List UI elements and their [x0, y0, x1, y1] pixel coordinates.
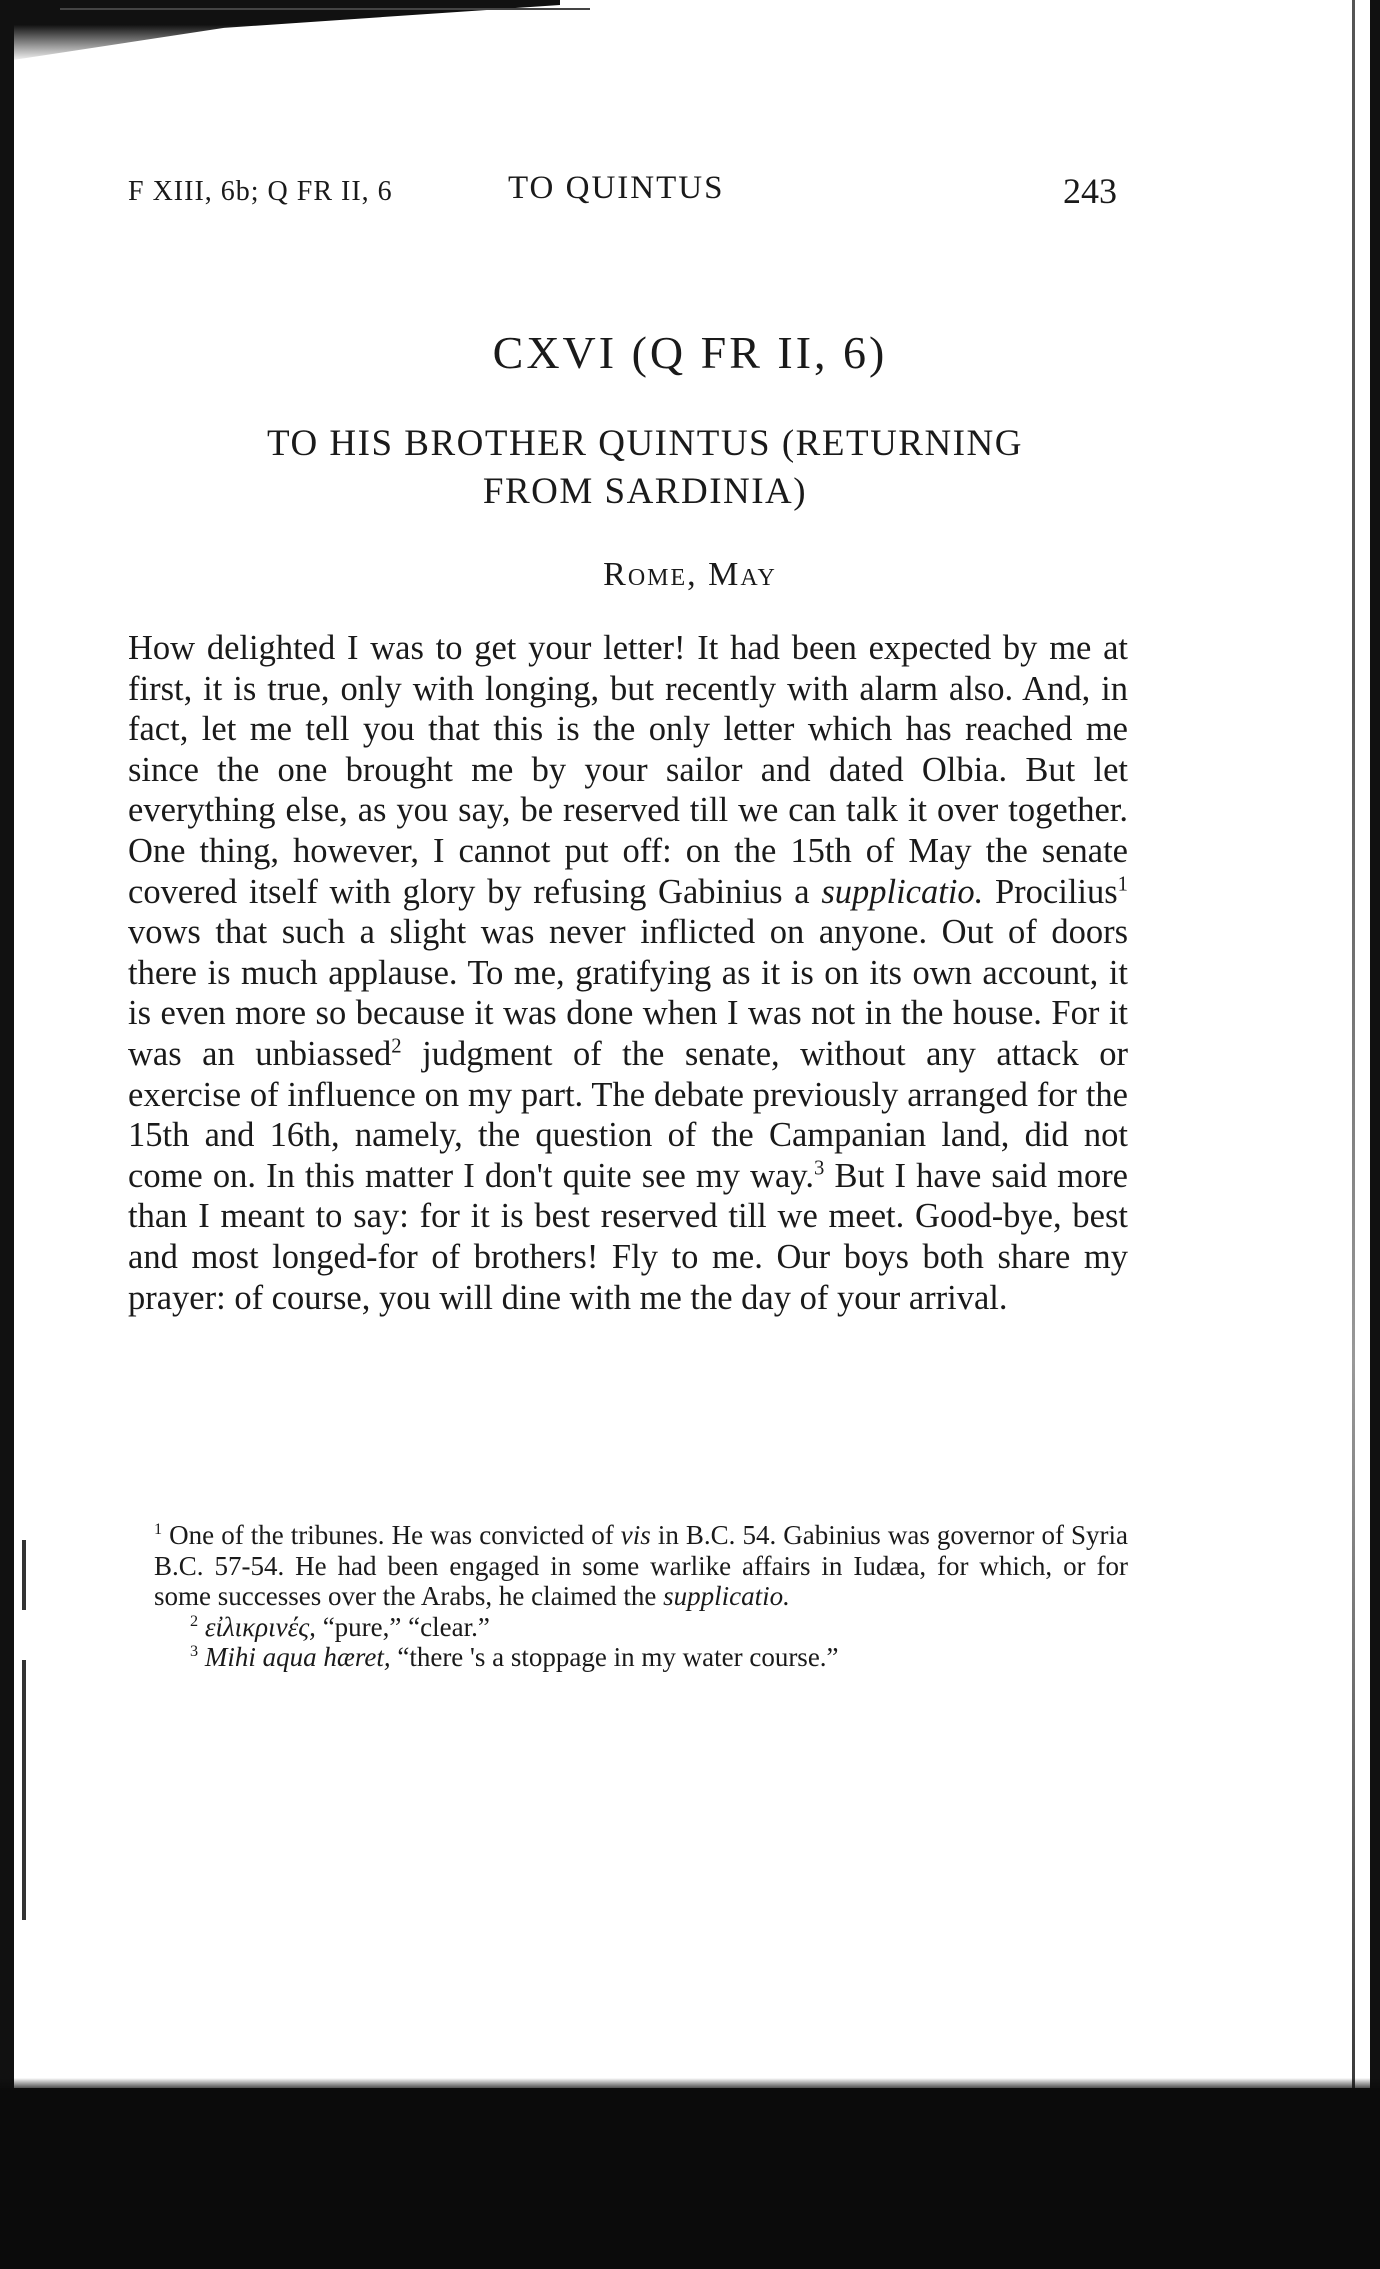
- page-number: 243: [1063, 171, 1117, 211]
- body-text-segment: vows that such a slight was never inflicted on anyone. Out of doors there is much applause. To me, gratifying as it is on its own account, it is even more so because it was done when I was not in the house. For it was an unbiassed: [128, 913, 1128, 1073]
- body-text-segment: How delighted I was to get your letter! It had been expected by me at first, it is true, only with longing, but recently with alarm also. And, in fact, let me tell you that this is the only letter which has reached me since the one brought me by your sailor and dated Olbia. But let everything else, as you say, be reserved till we can talk it over together. One thing, however, I cannot put off: on the 15th of May the senate covered itself with glory by refusing Gabinius a: [128, 629, 1128, 911]
- letter-body: [128, 628, 1128, 1318]
- running-head: [128, 170, 1128, 210]
- footnote: [128, 1612, 1128, 1643]
- footnote-italic: Mihi aqua hæret,: [198, 1642, 391, 1672]
- footnote-italic: supplicatio.: [663, 1581, 790, 1611]
- footnote-text: One of the tribunes. He was convicted of: [162, 1520, 621, 1550]
- body-text-segment: judgment of the senate, without any attack or exercise of influence on my part. The debate previously arranged for the 15th and 16th, namely, the question of the Campanian land, did not come on. In this matter I don't quite see my way.: [128, 1034, 1128, 1195]
- footnote-marker: 1: [1117, 873, 1129, 896]
- footnote-text: “there 's a stoppage in my water course.”: [390, 1642, 839, 1672]
- body-text-italic: supplicatio.: [821, 872, 984, 911]
- body-text-segment: Procilius: [983, 872, 1118, 911]
- footnote: [128, 1642, 1128, 1673]
- footnote-italic: vis: [620, 1520, 651, 1550]
- dateline: Rome, May: [603, 556, 777, 593]
- letter-number: CXVI (Q FR II, 6): [492, 327, 888, 378]
- scan-shadow-bottom: [0, 2088, 1380, 2269]
- scan-edge-line: [60, 8, 590, 10]
- footnote-greek: εἰλικρινές,: [198, 1611, 316, 1642]
- letter-title-line: FROM SARDINIA): [482, 471, 808, 512]
- footnote-number: 1: [154, 1520, 163, 1538]
- running-head-reference: F XIII, 6b; Q FR II, 6: [128, 176, 393, 207]
- footnote-text: in B.C. 54. Gabinius was governor of Syria B.C. 57-54. He had been engaged in some warlike affairs in Iudæa, for which, or for some successes over the Arabs, he claimed the: [154, 1520, 1128, 1611]
- footnote-marker: 2: [391, 1035, 402, 1058]
- footnote-number: 2: [190, 1611, 199, 1630]
- footnote-text: “pure,” “clear.”: [315, 1611, 490, 1642]
- body-text-segment: But I have said more than I meant to say: for it is best reserved till we meet. Good-bye, best and most longed-for of brothers! Fly to me. Our boys both share my prayer: of course, you will dine with me the day of your arrival.: [128, 1156, 1128, 1317]
- footnotes: [128, 1520, 1128, 1673]
- scan-mark: [22, 1540, 26, 1610]
- footnote: [128, 1520, 1128, 1612]
- footnote-number: 3: [190, 1642, 199, 1660]
- body-paragraph: [128, 628, 1128, 1318]
- running-head-title: TO QUINTUS: [508, 170, 725, 206]
- letter-title-line: TO HIS BROTHER QUINTUS (RETURNING: [267, 423, 1023, 464]
- footnote-marker: 3: [814, 1157, 825, 1180]
- letter-title: [165, 420, 1125, 516]
- scan-mark: [22, 1660, 26, 1920]
